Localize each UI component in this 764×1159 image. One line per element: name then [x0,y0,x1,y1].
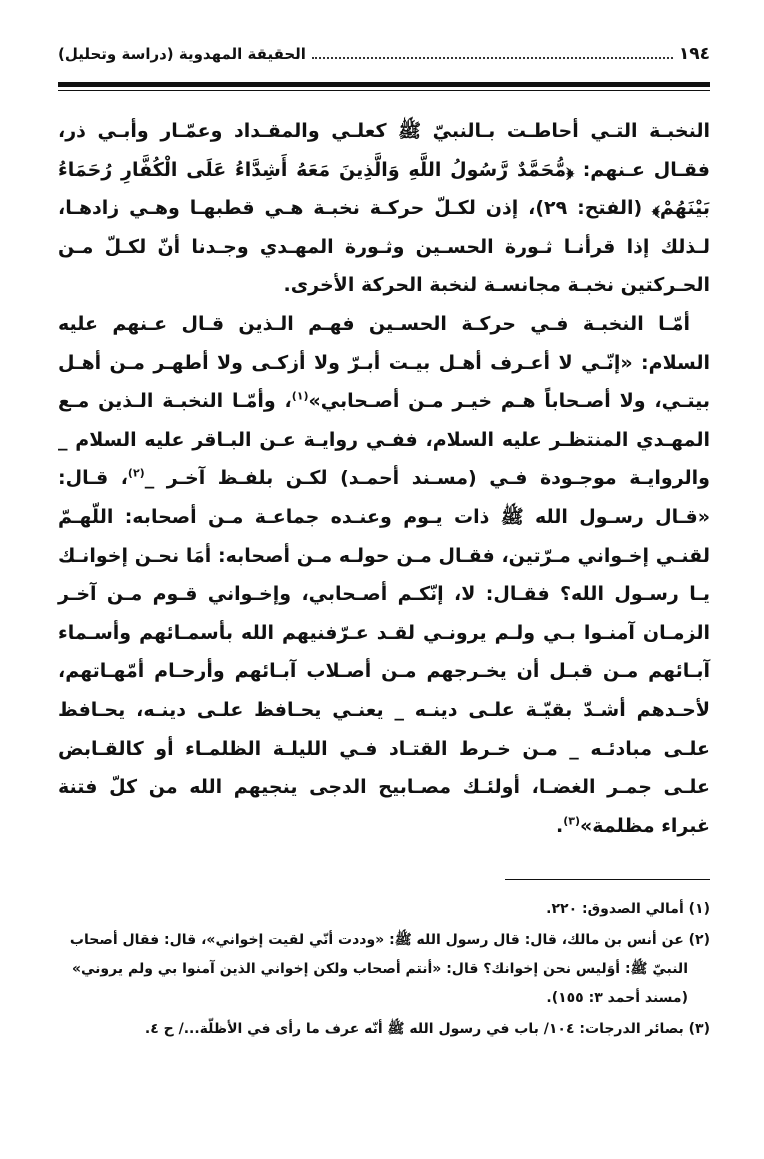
footnote-1: (١) أمالي الصدوق: ٢٢٠. [546,901,710,917]
footnote-ref-2[interactable]: (٢) [127,467,145,481]
header-dot-leader [312,57,673,59]
paragraph-2-text-b: ، وأمّـا النخبـة الـذين مـع المهـدي المنتظـر عليه السلام، ففـي روايـة عـن البـاقر عليه السلام _ والروايـة موجـودة فـي (مسـند أحمـد) لكـن بلفـظ آخـر _ [58,390,710,490]
footnote-ref-1[interactable]: (١) [291,389,309,403]
footnote-ref-3[interactable]: (٣) [563,814,581,828]
header-rule-thin [58,90,710,91]
main-text [58,112,710,845]
header-title: الحقيقة المهدوية (دراسة وتحليل) [58,45,306,63]
footnote-3: (٣) بصائر الدرجات: ١٠٤/ باب في رسول الله ﷺ أنّه عرف ما رأى في الأظلّة.../ ح ٤. [144,1021,710,1037]
paragraph-2 [58,305,710,845]
footnote-2-line-1: (٢) عن أنس بن مالك، قال: قال رسول الله ﷺ: «وددت أنّي لقيت إخواني»، قال: فقال أصحاب [69,932,710,948]
paragraph-2-text-a: أمّـا النخبـة فـي حركـة الحسـين فهـم الـذين قـال عـنهم عليه السلام: «إنّـي لا أعـرف أهـل بيـت أبـرّ ولا أزكـى ولا أطهـر مـن أهـل بيتـي، ولا أصـحاباً هـم خيـر مـن أصـحابي» [58,312,710,413]
footnotes [58,895,710,1046]
running-header [58,36,710,72]
page-number: ١٩٤ [678,44,710,64]
footnote-2 [58,926,710,1013]
header-rule-thick [58,82,710,87]
paragraph-2-end: . [556,814,564,837]
paragraph-1-text: النخبـة التـي أحاطـت بـالنبيّ ﷺ كعلـي والمقـداد وعمّـار وأبـي ذر، فقـال عـنهم: ﴿مُّحَمَّدٌ رَّسُولُ اللَّهِ وَالَّذِينَ مَعَهُ أَشِدَّاءُ عَلَى الْكُفَّارِ رُحَمَاءُ بَيْنَهُمْ﴾ (الفتح: ٢٩)، إذن لكـلّ حركـة نخبـة هـي قطبهـا وهـي زادهـا، لـذلك إذا قرأنـا ثـورة الحسـين وثـورة المهـدي وجـدنا أنّ لكـلّ مـن الحـركتين نخبـة مجانسـة لنخبة الحركة الأخرى. [58,120,710,297]
paragraph-1 [58,112,710,305]
footnote-2-line-3: (مسند أحمد ٣: ١٥٥). [546,990,688,1006]
paragraph-2-text-c: ، قـال: «قـال رسـول الله ﷺ ذات يـوم وعنـده جماعـة مـن أصحابه: اللّهـمّ لقنـي إخـواني مـرّتين، فقـال مـن حولـه مـن أصحابه: أمَا نحـن إخوانـك يـا رسـول الله؟ فقـال: لا، إنّكـم أصـحابي، وإخـواني قـوم مـن آخـر الزمـان آمنـوا بـي ولـم يرونـي لقـد عـرّفنيهم الله بأسمـائهم وأسـماء آبـائهم مـن قبـل أن يخـرجهم مـن أصـلاب آبـائهم وأرحـام أمّهـاتهم، لأحـدهم أشـدّ بقيّـة علـى دينـه _ يعنـي يحـافظ علـى دينـه، يحـافظ علـى مبادئـه _ مـن خـرط القتـاد فـي الليلـة الظلمـاء أو كالقـابض علـى جمـر الغضـا، أولئـك مصـابيح الدجى ينجيهم الله من كلّ فتنة غبراء مظلمة» [58,467,710,837]
footnote-2-line-2: النبيّ ﷺ: أوَليس نحن إخوانك؟ قال: «أنتم أصحاب ولكن إخواني الذين آمنوا بي ولم يروني» [71,961,688,977]
footnote-separator [505,879,710,880]
